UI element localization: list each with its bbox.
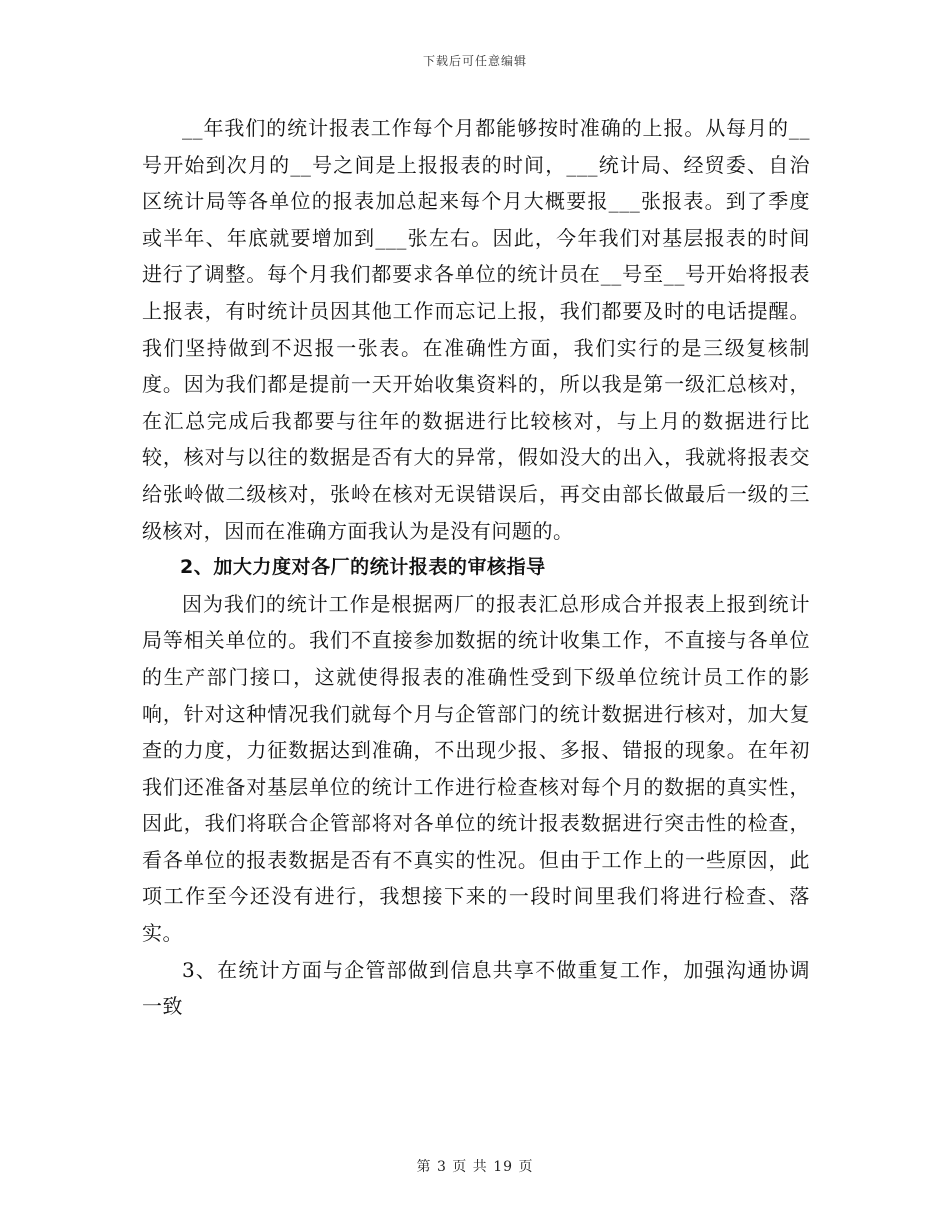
document-body (142, 110, 810, 1025)
paragraph-reporting-timeliness: __年我们的统计报表工作每个月都能够按时准确的上报。从每月的__号开始到次月的__号之间是上报报表的时间，___统计局、经贸委、自治区统计局等各单位的报表加总起来每个月大概要报___张报表。到了季度或半年、年底就要增加到___张左右。因此，今年我们对基层报表的时间进行了调整。每个月我们都要求各单位的统计员在__号至__号开始将报表上报表，有时统计员因其他工作而忘记上报，我们都要及时的电话提醒。我们坚持做到不迟报一张表。在准确性方面，我们实行的是三级复核制度。因为我们都是提前一天开始收集资料的，所以我是第一级汇总核对，在汇总完成后我都要与往年的数据进行比较核对，与上月的数据进行比较，核对与以往的数据是否有大的异常，假如没大的出入，我就将报表交给张岭做二级核对，张岭在核对无误错误后，再交由部长做最后一级的三级核对，因而在准确方面我认为是没有问题的。 (142, 116, 810, 543)
section-heading-2: 2、加大力度对各厂的统计报表的审核指导 (180, 556, 546, 579)
page-number: 第 3 页 共 19 页 (416, 1159, 534, 1175)
section-heading-3: 3、在统计方面与企管部做到信息共享不做重复工作，加强沟通协调一致 (142, 957, 810, 1019)
paragraph-audit-guidance: 因为我们的统计工作是根据两厂的报表汇总形成合并报表上报到统计局等相关单位的。我们不直接参加数据的统计收集工作，不直接与各单位的生产部门接口，这就使得报表的准确性受到下级单位统计员工作的影响，针对这种情况我们就每个月与企管部门的统计数据进行核对，加大复查的力度，力征数据达到准确，不出现少报、多报、错报的现象。在年初我们还准备对基层单位的统计工作进行检查核对每个月的数据的真实性，因此，我们将联合企管部将对各单位的统计报表数据进行突击性的检查，看各单位的报表数据是否有不真实的性况。但由于工作上的一些原因，此项工作至今还没有进行，我想接下来的一段时间里我们将进行检查、落实。 (142, 591, 810, 946)
page-header: 下载后可任意编辑 (422, 54, 527, 68)
